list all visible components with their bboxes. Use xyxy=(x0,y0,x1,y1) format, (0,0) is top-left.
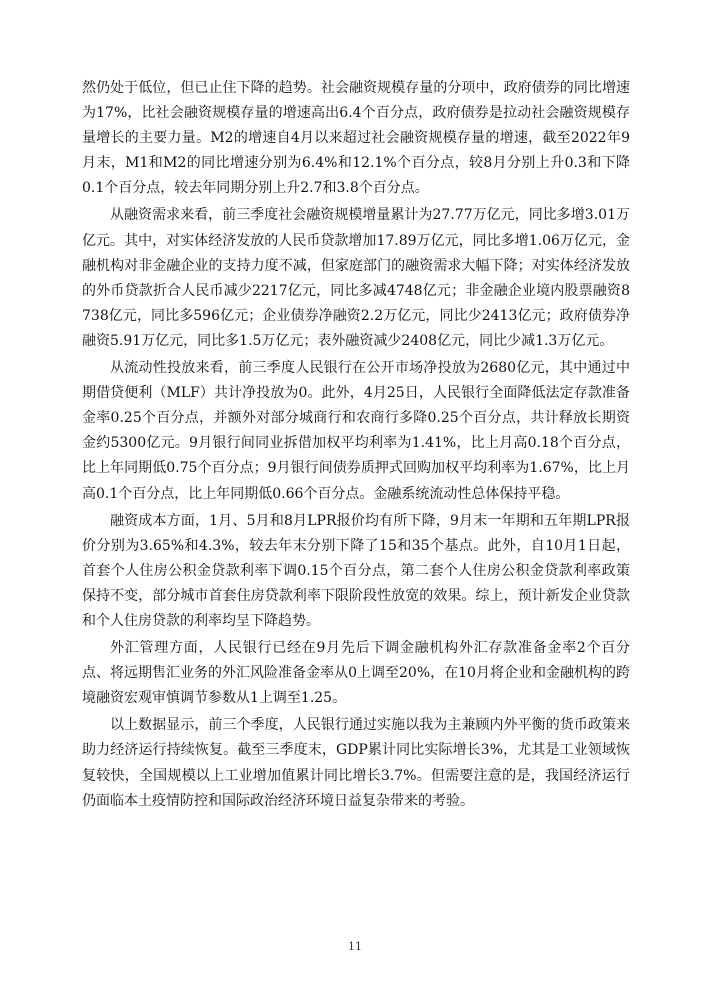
paragraph-financing-cost: 融资成本方面，1月、5月和8月LPR报价均有所下降，9月末一年期和五年期LPR报价分别为3.65%和4.3%，较去年末分别下降了15和35个基点。此外，自10月1日起，首套个人住房公积金贷款利率下调0.15个百分点，第二套个人住房公积金贷款利率政策保持不变，部分城市首套住房贷款利率下限阶段性放宽的效果。综上，预计新发企业贷款和个人住房贷款的利率均呈下降趋势。 xyxy=(82,512,630,629)
paragraph-financing-demand: 从融资需求来看，前三季度社会融资规模增量累计为27.77万亿元，同比多增3.01万亿元。其中，对实体经济发放的人民币贷款增加17.89万亿元，同比多增1.06万亿元，金融机构对非金融企业的支持力度不减，但家庭部门的融资需求大幅下降；对实体经济发放的外币贷款折合人民币减少2217亿元，同比多减4748亿元；非金融企业境内股票融资8738亿元，同比多596亿元；企业债券净融资2.2万亿元，同比少2413亿元；政府债券净融资5.91万亿元，同比多1.5万亿元；表外融资减少2408亿元，同比少减1.3万亿元。 xyxy=(82,207,630,349)
paragraph-summary: 以上数据显示，前三个季度，人民银行通过实施以我为主兼顾内外平衡的货币政策来助力经济运行持续恢复。截至三季度末，GDP累计同比实际增长3%，尤其是工业领域恢复较快，全国规模以上工业增加值累计同比增长3.7%。但需要注意的是，我国经济运行仍面临本土疫情防控和国际政治经济环境日益复杂带来的考验。 xyxy=(82,717,630,809)
paragraph-continuation: 然仍处于低位，但已止住下降的趋势。社会融资规模存量的分项中，政府债券的同比增速为17%，比社会融资规模存量的增速高出6.4个百分点，政府债券是拉动社会融资规模存量增长的主要力量。M2的增速自4月以来超过社会融资规模存量的增速，截至2022年9月末，M1和M2的同比增速分别为6.4%和12.1%个百分点，较8月分别上升0.3和下降0.1个百分点，较去年同期分别上升2.7和3.8个百分点。 xyxy=(82,80,630,197)
paragraph-fx-management: 外汇管理方面，人民银行已经在9月先后下调金融机构外汇存款准备金率2个百分点、将远期售汇业务的外汇风险准备金率从0上调至20%，在10月将企业和金融机构的跨境融资宏观审慎调节参数从1上调至1.25。 xyxy=(82,640,630,707)
paragraph-liquidity: 从流动性投放来看，前三季度人民银行在公开市场净投放为2680亿元，其中通过中期借贷便利（MLF）共计净投放为0。此外，4月25日，人民银行全面降低法定存款准备金率0.25个百分点，并额外对部分城商行和农商行多降0.25个百分点，共计释放长期资金约5300亿元。9月银行间同业拆借加权平均利率为1.41%，比上月高0.18个百分点，比上年同期低0.75个百分点；9月银行间债券质押式回购加权平均利率为1.67%，比上月高0.1个百分点，比上年同期低0.66个百分点。金融系统流动性总体保持平稳。 xyxy=(82,360,630,502)
body-text xyxy=(82,76,630,816)
page-number: 11 xyxy=(348,940,362,953)
